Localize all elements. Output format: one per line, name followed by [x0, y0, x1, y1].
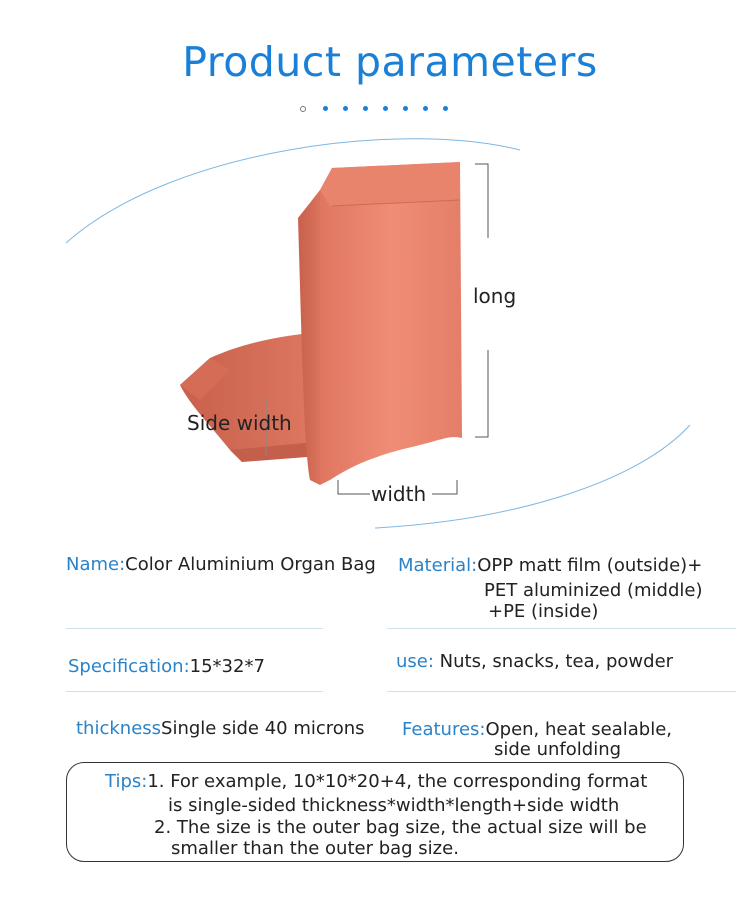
- param-material-line-1: OPP matt film (outside)+: [477, 555, 703, 576]
- param-specification: [68, 656, 265, 678]
- tips-text-2: is single-sided thickness*width*length+side width: [168, 795, 620, 816]
- dimension-label-width: width: [371, 482, 427, 506]
- param-thickness-key: thickness: [76, 718, 162, 739]
- param-features-line-2: side unfolding: [494, 739, 622, 760]
- param-use-value: Nuts, snacks, tea, powder: [439, 651, 674, 672]
- tips-text-4: smaller than the outer bag size.: [171, 838, 459, 859]
- divider: [387, 628, 736, 629]
- divider: [387, 691, 736, 692]
- param-material-line-3: +PE (inside): [488, 601, 599, 622]
- dimension-label-side-width: Side width: [187, 411, 292, 435]
- param-material-key: Material:: [398, 555, 478, 576]
- param-material: [398, 555, 702, 577]
- param-thickness-value: Single side 40 microns: [161, 718, 365, 739]
- page-title: Product parameters: [182, 38, 598, 86]
- param-specification-key: Specification:: [68, 656, 190, 677]
- param-name-key: Name:: [66, 554, 126, 575]
- tips-text-1: 1. For example, 10*10*20+4, the corresponding format: [147, 771, 648, 792]
- param-specification-value: 15*32*7: [189, 656, 265, 677]
- param-name-value: Color Aluminium Organ Bag: [125, 554, 376, 575]
- param-name: [66, 554, 376, 576]
- param-features: [402, 719, 672, 741]
- tips-text-3: 2. The size is the outer bag size, the actual size will be: [154, 817, 647, 838]
- param-use-key: use:: [396, 651, 434, 672]
- param-features-line-1: Open, heat sealable,: [485, 719, 673, 740]
- param-use: [396, 651, 673, 673]
- divider: [66, 628, 323, 629]
- param-material-line-2: PET aluminized (middle): [484, 580, 703, 601]
- tips-key: Tips:: [105, 771, 148, 792]
- tips-line-1: [105, 771, 647, 793]
- dimension-label-long: long: [473, 284, 517, 308]
- param-features-key: Features:: [402, 719, 486, 740]
- product-bag-image: [170, 150, 510, 510]
- divider: [66, 691, 323, 692]
- param-thickness: [76, 718, 365, 740]
